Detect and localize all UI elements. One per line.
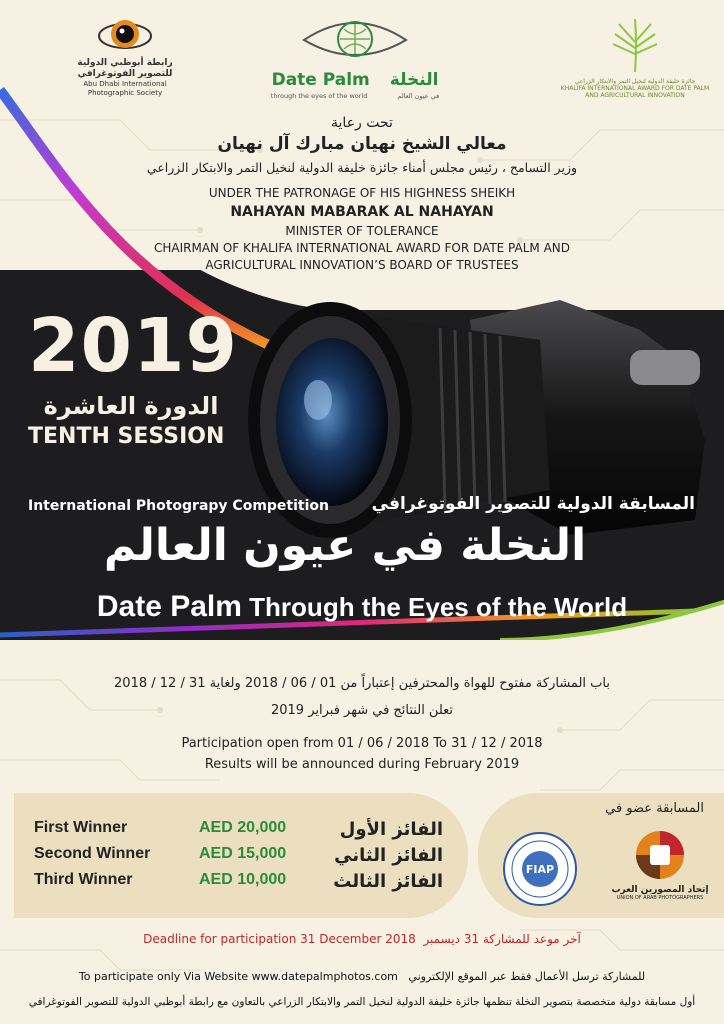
fiap-seal-icon xyxy=(502,831,578,907)
dates-en-1: Participation open from 01 / 06 / 2018 To 31 / 12 / 2018 xyxy=(181,736,543,751)
prize-label: First Winner xyxy=(34,819,128,836)
uap-name-en: UNION OF ARAB PHOTOGRAPHERS xyxy=(616,895,704,901)
footer-note: أول مسابقة دولية متخصصة بتصوير النخلة تنظمها جائزة خليفة الدولية لنخيل التمر والابتكار الزراعي بالتعاون مع رابطة أبوظبي الدولية للتصوير الفوتوغرافي xyxy=(28,996,696,1008)
dates-ar-2: تعلن النتائج في شهر فبراير 2019 xyxy=(270,703,454,718)
deadline xyxy=(0,932,724,946)
adips-name-en: Abu Dhabi International Photographic Society xyxy=(83,80,167,97)
uap-logo xyxy=(606,829,714,901)
competition-name-en: International Photograpy Competition xyxy=(28,498,329,514)
dates-ar-1: باب المشاركة مفتوح للهواة والمحترفين إعتباراً من 01 / 06 / 2018 ولغاية 31 / 12 / 2018 xyxy=(114,676,610,691)
prize-label-ar: الفائز الأول xyxy=(339,819,443,840)
adips-name-ar: رابطة أبوظبي الدولية للتصوير الفوتوغرافي xyxy=(77,58,173,79)
khalifa-award-ar: جائزة خليفة الدولية لنخيل التمر والابتكار الزراعي xyxy=(574,78,696,85)
prize-amount: AED 15,000 xyxy=(199,845,287,862)
patronage-ar-1: تحت رعاية xyxy=(331,115,393,131)
session-year: 2019 xyxy=(28,303,238,389)
adips-logo xyxy=(60,14,190,98)
prizes-panel xyxy=(14,793,468,918)
patronage-en-4: CHAIRMAN OF KHALIFA INTERNATIONAL AWARD FOR DATE PALM AND xyxy=(153,241,571,255)
dates-en-2: Results will be announced during February 2019 xyxy=(204,757,520,772)
deadline-ar: آخر موعد للمشاركة 31 ديسمبر xyxy=(423,932,581,946)
uap-name-ar: إتحاد المصورين العرب xyxy=(611,885,709,895)
fiap-label: FIAP xyxy=(525,863,555,876)
eye-icon xyxy=(97,14,153,54)
title-ar: النخلة في عيون العالم xyxy=(103,520,587,571)
prize-label: Third Winner xyxy=(34,871,133,888)
khalifa-award-logo xyxy=(560,14,710,99)
session-en: TENTH SESSION xyxy=(28,424,225,449)
date-palm-sub-ar: في عيون العالم xyxy=(397,92,440,100)
patronage-en-5: AGRICULTURAL INNOVATION’S BOARD OF TRUSTEES xyxy=(205,258,519,272)
title-en-rest: Through the Eyes of the World xyxy=(249,592,628,622)
session-ar: الدورة العاشرة xyxy=(43,392,219,420)
date-palm-en: Date Palm xyxy=(271,70,370,90)
prize-label-ar: الفائز الثاني xyxy=(334,845,443,866)
title-en xyxy=(0,590,724,624)
website-en: To participate only Via Website www.datepalmphotos.com xyxy=(78,970,398,983)
prize-row-third xyxy=(14,871,468,897)
patronage-en-3: MINISTER OF TOLERANCE xyxy=(285,224,439,238)
website-line xyxy=(0,970,724,983)
member-title: المسابقة عضو في xyxy=(605,801,704,816)
eye-globe-icon xyxy=(300,12,410,64)
competition-name-ar: المسابقة الدولية للتصوير الفوتوغرافي xyxy=(371,494,695,514)
prize-row-second xyxy=(14,845,468,871)
prize-label-ar: الفائز الثالث xyxy=(333,871,443,892)
date-palm-sub-en: through the eyes of the world xyxy=(270,92,368,100)
patronage-en-1: UNDER THE PATRONAGE OF HIS HIGHNESS SHEIKH xyxy=(208,186,516,200)
prize-row-first xyxy=(14,819,468,845)
palm-leaf-icon xyxy=(605,14,665,74)
title-en-bold: Date Palm xyxy=(96,590,242,623)
patronage-ar-3: وزير التسامح ، رئيس مجلس أمناء جائزة خليفة الدولية لنخيل التمر والابتكار الزراعي xyxy=(146,160,578,175)
khalifa-award-en: KHALIFA INTERNATIONAL AWARD FOR DATE PALM AND AGRICULTURAL INNOVATION xyxy=(560,85,710,99)
patronage-ar-2: معالي الشيخ نهيان مبارك آل نهيان xyxy=(217,134,507,154)
prize-label: Second Winner xyxy=(34,845,151,862)
website-ar: للمشاركة ترسل الأعمال فقط عبر الموقع الإلكتروني xyxy=(408,970,646,983)
uap-icon xyxy=(634,829,686,881)
prize-amount: AED 10,000 xyxy=(199,871,287,888)
membership-panel xyxy=(478,793,724,918)
date-palm-ar: النخلة xyxy=(389,70,439,90)
patronage-en-2: NAHAYAN MABARAK AL NAHAYAN xyxy=(230,204,494,220)
deadline-en: Deadline for participation 31 December 2018 xyxy=(143,932,416,946)
prize-amount: AED 20,000 xyxy=(199,819,287,836)
date-palm-logo xyxy=(250,12,460,100)
